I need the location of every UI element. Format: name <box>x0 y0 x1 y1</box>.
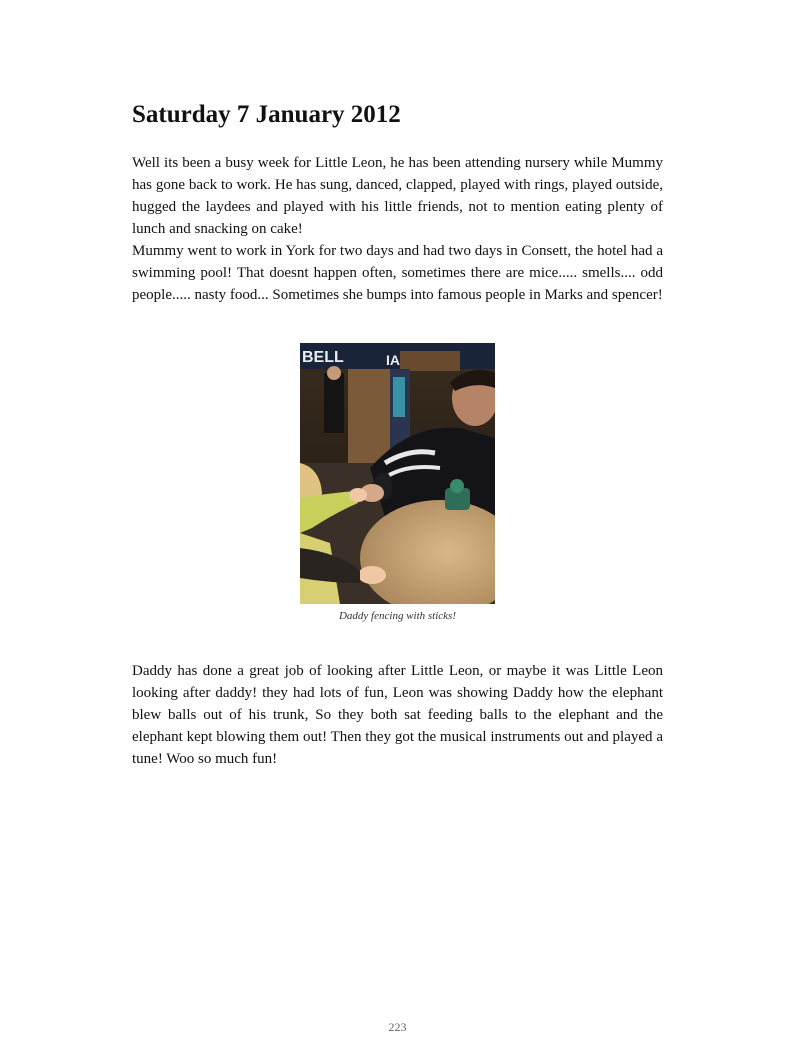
sign-text-2: IA <box>386 352 400 368</box>
page-number: 223 <box>388 1020 407 1034</box>
sign-text: BELL <box>302 349 344 366</box>
paragraph-nursery: Well its been a busy week for Little Leon, he has been attending nursery while Mummy has gone back to work. He has sung, danced, clapped, played with rings, played outside, hugged the laydees and played with his little friends, not to mention eating plenty of lunch and snacking on cake! <box>132 155 663 237</box>
page-title: Saturday 7 January 2012 <box>132 101 401 128</box>
paragraph-daddy: Daddy has done a great job of looking after Little Leon, or maybe it was Little Leon looking after daddy! they had lots of fun, Leon was showing Daddy how the elephant blew balls out of his trunk, So they both sat feeding balls to the elephant and the elephant kept blowing them out! Then they got the musical instruments out and played a tune! Woo so much fun! <box>132 663 663 767</box>
intro-paragraphs <box>132 152 663 306</box>
closing-paragraph-block <box>132 660 663 770</box>
photo-caption: Daddy fencing with sticks! <box>338 610 456 622</box>
paragraph-work: Mummy went to work in York for two days and had two days in Consett, the hotel had a swimming pool! That doesnt happen often, sometimes there are mice..... smells.... odd people..... nasty food... Sometimes she bumps into famous people in Marks and spencer! <box>132 243 663 303</box>
photo-daddy-fencing <box>300 343 495 604</box>
